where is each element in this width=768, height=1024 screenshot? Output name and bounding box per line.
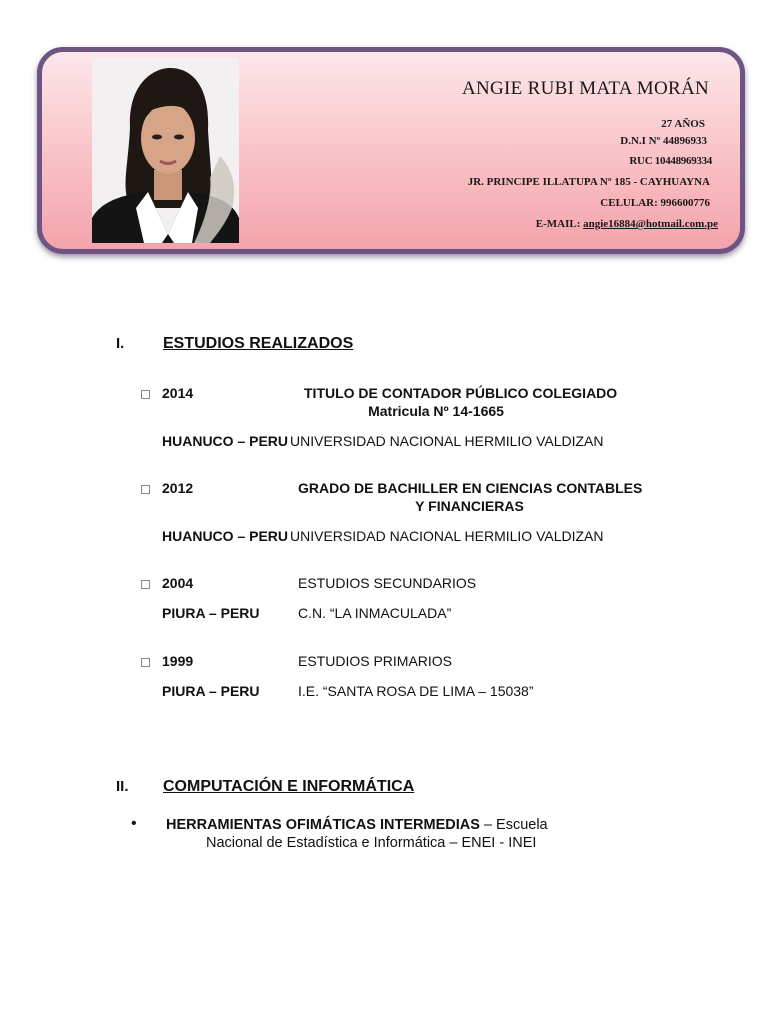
entry-institution: C.N. “LA INMACULADA” (298, 605, 452, 621)
entry-degree-detail: Y FINANCIERAS (415, 498, 524, 514)
section-number: II. (116, 778, 129, 795)
ruc: RUC 10448969334 (629, 155, 712, 167)
entry-place: HUANUCO – PERU (162, 528, 289, 544)
entry-degree: ESTUDIOS PRIMARIOS (298, 653, 453, 669)
checkbox-bullet (141, 390, 150, 399)
dni: D.N.I Nº 44896933 (620, 135, 707, 147)
entry-institution: UNIVERSIDAD NACIONAL HERMILIO VALDIZAN (290, 433, 604, 449)
entry-year: 2014 (162, 385, 194, 401)
checkbox-bullet (141, 658, 150, 667)
section-title-estudios: ESTUDIOS REALIZADOS (163, 335, 354, 352)
applicant-name: ANGIE RUBI MATA MORÁN (461, 78, 709, 99)
entry-year: 1999 (162, 653, 194, 669)
entry-institution: I.E. “SANTA ROSA DE LIMA – 15038” (298, 683, 534, 699)
skill-item-line2: Nacional de Estadística e Informática – ENEI - INEI (206, 835, 537, 851)
skill-name: HERRAMIENTAS OFIMÁTICAS INTERMEDIAS (166, 817, 480, 833)
section-title-computacion: COMPUTACIÓN E INFORMÁTICA (163, 778, 415, 795)
skill-detail: – Escuela (479, 817, 548, 833)
email-label: E-MAIL: (535, 218, 584, 230)
phone: CELULAR: 996600776 (600, 197, 710, 209)
checkbox-bullet (141, 580, 150, 589)
entry-degree: TITULO DE CONTADOR PÚBLICO COLEGIADO (304, 385, 618, 401)
entry-place: HUANUCO – PERU (162, 433, 289, 449)
age: 27 AÑOS (661, 118, 705, 130)
entry-year: 2004 (162, 575, 194, 591)
entry-degree: ESTUDIOS SECUNDARIOS (298, 575, 477, 591)
profile-photo (92, 58, 239, 243)
section-number: I. (116, 335, 125, 352)
entry-place: PIURA – PERU (162, 683, 260, 699)
entry-degree-detail: Matricula Nº 14-1665 (368, 403, 504, 419)
email-link[interactable]: angie16884@hotmail.com.pe (583, 218, 718, 230)
entry-institution: UNIVERSIDAD NACIONAL HERMILIO VALDIZAN (290, 528, 604, 544)
address: JR. PRINCIPE ILLATUPA Nº 185 - CAYHUAYNA (467, 176, 710, 188)
entry-degree: GRADO DE BACHILLER EN CIENCIAS CONTABLES (298, 480, 643, 496)
skill-item-line1 (166, 817, 548, 833)
portrait-image (92, 58, 239, 243)
entry-place: PIURA – PERU (162, 605, 260, 621)
list-bullet: • (131, 815, 137, 832)
checkbox-bullet (141, 485, 150, 494)
email-line (536, 218, 718, 230)
entry-year: 2012 (162, 480, 194, 496)
